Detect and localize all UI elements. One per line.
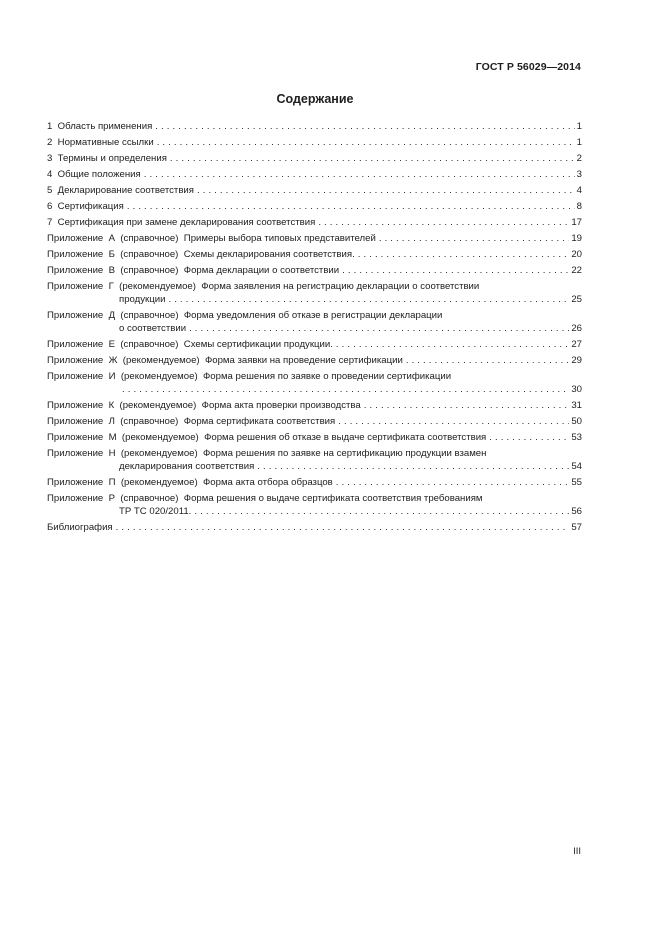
dot-leader: [141, 168, 575, 181]
table-of-contents: [47, 120, 582, 537]
toc-entry[interactable]: [47, 354, 582, 367]
toc-entry-line: [47, 338, 582, 351]
toc-entry-line: [47, 521, 582, 534]
toc-entry[interactable]: [47, 431, 582, 444]
dot-leader: [335, 415, 569, 428]
toc-page-number: 25: [571, 294, 582, 305]
dot-leader: [339, 264, 569, 277]
toc-entry-line: [47, 136, 582, 149]
toc-entry-text: 2 Нормативные ссылки: [47, 137, 154, 148]
toc-page-number: 17: [571, 217, 582, 228]
dot-leader: [333, 338, 569, 351]
toc-entry-line: [47, 354, 582, 367]
toc-entry[interactable]: [47, 168, 582, 181]
toc-page-number: 31: [571, 400, 582, 411]
toc-entry[interactable]: [47, 152, 582, 165]
document-code: ГОСТ Р 56029—2014: [475, 61, 581, 73]
toc-page-number: 30: [571, 384, 582, 395]
toc-title: Содержание: [276, 92, 354, 106]
toc-entry-line: [47, 184, 582, 197]
toc-entry-text: Приложение П (рекомендуемое) Форма акта отбора образцов: [47, 477, 333, 488]
toc-entry-line: [47, 370, 582, 383]
toc-entry[interactable]: [47, 476, 582, 489]
toc-entry-line: [47, 431, 582, 444]
toc-entry[interactable]: [47, 184, 582, 197]
toc-entry-text: Приложение Е (справочное) Схемы сертификации продукции.: [47, 339, 333, 350]
toc-page-number: 27: [571, 339, 582, 350]
toc-entry-text: Библиография: [47, 522, 113, 533]
toc-entry-text: 4 Общие положения: [47, 169, 141, 180]
toc-page-number: 56: [571, 506, 582, 517]
toc-entry-text: Приложение К (рекомендуемое) Форма акта проверки производства: [47, 400, 361, 411]
toc-entry-text: 7 Сертификация при замене декларирования соответствия: [47, 217, 316, 228]
toc-entry[interactable]: [47, 280, 582, 306]
dot-leader: [254, 460, 569, 473]
toc-page-number: 19: [571, 233, 582, 244]
toc-page-number: 1: [576, 137, 582, 148]
toc-page-number: 1: [576, 121, 582, 132]
toc-entry-text: 3 Термины и определения: [47, 153, 167, 164]
toc-entry-line: [47, 492, 582, 505]
toc-entry-text: 6 Сертификация: [47, 201, 124, 212]
dot-leader: [315, 216, 569, 229]
toc-page-number: 50: [571, 416, 582, 427]
toc-entry[interactable]: [47, 216, 582, 229]
dot-leader: [186, 322, 569, 335]
dot-leader: [376, 232, 569, 245]
toc-page-number: 57: [571, 522, 582, 533]
dot-leader: [361, 399, 570, 412]
toc-entry[interactable]: [47, 309, 582, 335]
dot-leader: [191, 505, 569, 518]
toc-page-number: 55: [571, 477, 582, 488]
toc-entry-line: [47, 216, 582, 229]
toc-entry-line: [47, 309, 582, 322]
toc-entry-line: [47, 248, 582, 261]
toc-entry-line: [47, 415, 582, 428]
toc-entry-line: [47, 232, 582, 245]
toc-entry-line: [47, 399, 582, 412]
dot-leader: [486, 431, 569, 444]
toc-page-number: 2: [576, 153, 582, 164]
toc-entry-line: [47, 200, 582, 213]
toc-page-number: 29: [571, 355, 582, 366]
toc-entry[interactable]: [47, 248, 582, 261]
toc-page-number: 20: [571, 249, 582, 260]
toc-entry-text: Приложение Н (рекомендуемое) Форма решения по заявке на сертификацию продукции взамен: [47, 448, 487, 459]
toc-entry-line: [47, 280, 582, 293]
toc-entry-text: Приложение М (рекомендуемое) Форма решения об отказе в выдаче сертификата соответствия: [47, 432, 487, 443]
toc-entry-line: [47, 476, 582, 489]
toc-entry[interactable]: [47, 447, 582, 473]
toc-entry-line: [47, 383, 582, 396]
toc-entry-text: Приложение Р (справочное) Форма решения о выдаче сертификата соответствия требованиям: [47, 493, 483, 504]
toc-page-number: 53: [571, 432, 582, 443]
toc-page-number: 8: [576, 201, 582, 212]
toc-entry-text: 1 Область применения: [47, 121, 153, 132]
dot-leader: [154, 136, 575, 149]
toc-entry[interactable]: [47, 232, 582, 245]
toc-entry[interactable]: [47, 338, 582, 351]
toc-entry-line: [47, 460, 582, 473]
toc-page-number: 3: [576, 169, 582, 180]
toc-entry[interactable]: [47, 415, 582, 428]
toc-entry-text: Приложение И (рекомендуемое) Форма решения по заявке о проведении сертификации: [47, 371, 452, 382]
toc-entry-line: [47, 447, 582, 460]
dot-leader: [403, 354, 569, 367]
dot-leader: [119, 383, 569, 396]
toc-page-number: 4: [576, 185, 582, 196]
toc-page-number: 26: [571, 323, 582, 334]
dot-leader: [113, 521, 570, 534]
dot-leader: [194, 184, 575, 197]
toc-entry-text: Приложение Ж (рекомендуемое) Форма заявки на проведение сертификации: [47, 355, 403, 366]
toc-entry[interactable]: [47, 370, 582, 396]
toc-entry-line: [47, 152, 582, 165]
dot-leader: [355, 248, 570, 261]
toc-entry-line: [47, 264, 582, 277]
toc-entry-text: Приложение Д (справочное) Форма уведомления об отказе в регистрации декларации: [47, 310, 443, 321]
toc-entry[interactable]: [47, 120, 582, 133]
toc-entry-line: [47, 322, 582, 335]
toc-entry-text: продукции: [119, 294, 166, 305]
toc-entry[interactable]: [47, 492, 582, 518]
toc-page-number: 54: [571, 461, 582, 472]
toc-entry-text: о соответствии: [119, 323, 187, 334]
toc-entry-line: [47, 293, 582, 306]
toc-entry-line: [47, 168, 582, 181]
dot-leader: [165, 293, 569, 306]
toc-entry[interactable]: [47, 521, 582, 534]
toc-entry-line: [47, 505, 582, 518]
toc-entry-text: декларирования соответствия: [119, 461, 255, 472]
dot-leader: [152, 120, 574, 133]
dot-leader: [124, 200, 575, 213]
toc-entry-line: [47, 120, 582, 133]
toc-entry-text: ТР ТС 020/2011.: [119, 506, 192, 517]
dot-leader: [167, 152, 575, 165]
toc-entry[interactable]: [47, 136, 582, 149]
page-number: III: [573, 846, 581, 857]
toc-entry-text: Приложение А (справочное) Примеры выбора типовых представителей: [47, 233, 376, 244]
toc-entry-text: Приложение Л (справочное) Форма сертификата соответствия: [47, 416, 336, 427]
toc-entry-text: 5 Декларирование соответствия: [47, 185, 194, 196]
dot-leader: [333, 476, 570, 489]
toc-entry-text: Приложение Г (рекомендуемое) Форма заявления на регистрацию декларации о соответствии: [47, 281, 480, 292]
toc-entry-text: Приложение В (справочное) Форма декларации о соответствии: [47, 265, 340, 276]
toc-entry[interactable]: [47, 264, 582, 277]
toc-page-number: 22: [571, 265, 582, 276]
toc-entry[interactable]: [47, 200, 582, 213]
toc-entry[interactable]: [47, 399, 582, 412]
toc-entry-text: Приложение Б (справочное) Схемы декларирования соответствия.: [47, 249, 355, 260]
